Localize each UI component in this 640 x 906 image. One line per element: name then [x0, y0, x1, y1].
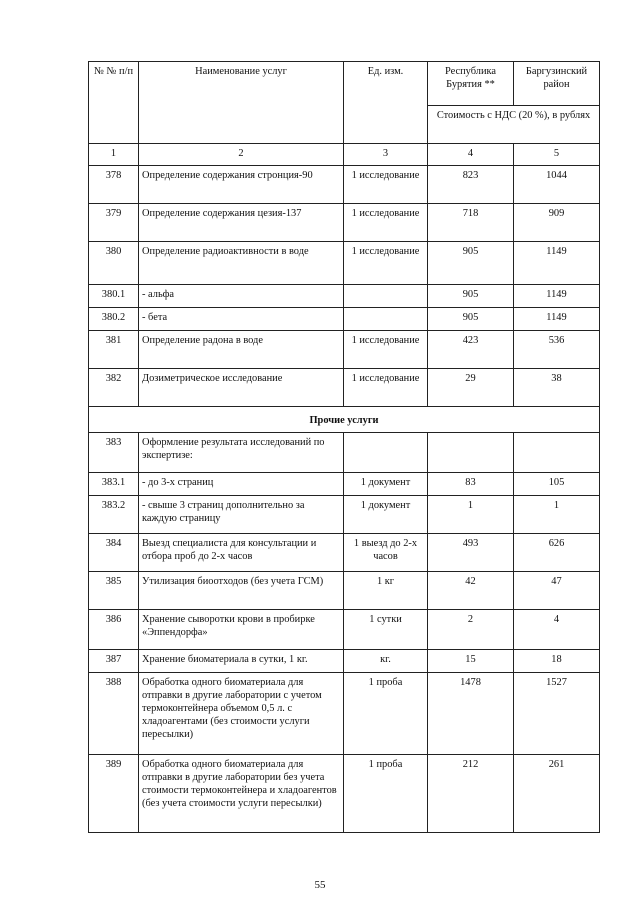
- price-republic: 905: [428, 285, 514, 308]
- row-number: 378: [89, 166, 139, 204]
- price-table: [88, 61, 600, 833]
- row-number: 379: [89, 204, 139, 242]
- price-republic: 29: [428, 369, 514, 407]
- table-row: [89, 242, 600, 285]
- price-republic: 1478: [428, 673, 514, 755]
- row-number: 381: [89, 331, 139, 369]
- col-number: 5: [514, 144, 600, 166]
- row-number: 389: [89, 755, 139, 833]
- price-republic: [428, 433, 514, 473]
- service-name: Дозиметрическое исследование: [139, 369, 344, 407]
- price-district: 1149: [514, 242, 600, 285]
- price-republic: 42: [428, 572, 514, 610]
- row-number: 383.2: [89, 496, 139, 534]
- column-number-row: [89, 144, 600, 166]
- price-district: 1149: [514, 285, 600, 308]
- table-row: [89, 166, 600, 204]
- service-name: Хранение биоматериала в сутки, 1 кг.: [139, 650, 344, 673]
- price-district: 261: [514, 755, 600, 833]
- header-num: № № п/п: [89, 62, 139, 144]
- price-district: 105: [514, 473, 600, 496]
- price-district: 536: [514, 331, 600, 369]
- page-number: 55: [314, 879, 326, 891]
- service-name: - до 3-х страниц: [139, 473, 344, 496]
- price-district: 1044: [514, 166, 600, 204]
- price-district: 47: [514, 572, 600, 610]
- row-number: 386: [89, 610, 139, 650]
- row-number: 382: [89, 369, 139, 407]
- table-row: [89, 534, 600, 572]
- col-number: 3: [344, 144, 428, 166]
- row-number: 384: [89, 534, 139, 572]
- price-district: 1527: [514, 673, 600, 755]
- col-number: 2: [139, 144, 344, 166]
- service-name: Обработка одного биоматериала для отправки в другие лаборатории без учета стоимости термоконтейнера и хладоагентов (без учета стоимости услуги пересылки): [139, 755, 344, 833]
- unit-of-measure: [344, 308, 428, 331]
- service-name: Определение содержания цезия-137: [139, 204, 344, 242]
- unit-of-measure: 1 исследование: [344, 242, 428, 285]
- price-republic: 905: [428, 308, 514, 331]
- price-district: 4: [514, 610, 600, 650]
- unit-of-measure: 1 исследование: [344, 204, 428, 242]
- price-district: 909: [514, 204, 600, 242]
- price-republic: 83: [428, 473, 514, 496]
- row-number: 383: [89, 433, 139, 473]
- table-row: [89, 204, 600, 242]
- price-republic: 823: [428, 166, 514, 204]
- table-row: [89, 308, 600, 331]
- unit-of-measure: кг.: [344, 650, 428, 673]
- table-row: [89, 610, 600, 650]
- unit-of-measure: 1 выезд до 2-х часов: [344, 534, 428, 572]
- table-row: [89, 369, 600, 407]
- price-republic: 493: [428, 534, 514, 572]
- header-district: Баргузинский район: [514, 62, 600, 106]
- service-name: Определение радиоактивности в воде: [139, 242, 344, 285]
- price-district: 1: [514, 496, 600, 534]
- price-republic: 2: [428, 610, 514, 650]
- unit-of-measure: 1 проба: [344, 673, 428, 755]
- table-row: [89, 433, 600, 473]
- table-row: [89, 755, 600, 833]
- col-number: 1: [89, 144, 139, 166]
- row-number: 385: [89, 572, 139, 610]
- price-district: 1149: [514, 308, 600, 331]
- price-republic: 1: [428, 496, 514, 534]
- row-number: 380.2: [89, 308, 139, 331]
- unit-of-measure: 1 исследование: [344, 369, 428, 407]
- service-name: Утилизация биоотходов (без учета ГСМ): [139, 572, 344, 610]
- row-number: 380: [89, 242, 139, 285]
- unit-of-measure: 1 сутки: [344, 610, 428, 650]
- unit-of-measure: 1 документ: [344, 473, 428, 496]
- price-republic: 212: [428, 755, 514, 833]
- unit-of-measure: [344, 285, 428, 308]
- service-name: Обработка одного биоматериала для отправки в другие лаборатории с учетом термоконтейнера объемом 0,5 л. с хладоагентами (без стоимости услуги пересылки): [139, 673, 344, 755]
- service-name: Оформление результата исследований по экспертизе:: [139, 433, 344, 473]
- header-name: Наименование услуг: [139, 62, 344, 144]
- row-number: 383.1: [89, 473, 139, 496]
- price-republic: 905: [428, 242, 514, 285]
- price-district: [514, 433, 600, 473]
- header-price-note: Стоимость с НДС (20 %), в рублях: [428, 106, 600, 144]
- header-rb: Республика Бурятия **: [428, 62, 514, 106]
- table-row: [89, 285, 600, 308]
- row-number: 387: [89, 650, 139, 673]
- price-district: 626: [514, 534, 600, 572]
- service-name: Определение радона в воде: [139, 331, 344, 369]
- price-republic: 423: [428, 331, 514, 369]
- unit-of-measure: 1 документ: [344, 496, 428, 534]
- service-name: - альфа: [139, 285, 344, 308]
- row-number: 388: [89, 673, 139, 755]
- unit-of-measure: 1 исследование: [344, 166, 428, 204]
- service-name: - свыше 3 страниц дополнительно за каждую страницу: [139, 496, 344, 534]
- service-name: - бета: [139, 308, 344, 331]
- unit-of-measure: [344, 433, 428, 473]
- table-row: [89, 496, 600, 534]
- header-row: [89, 62, 600, 106]
- service-name: Определение содержания стронция-90: [139, 166, 344, 204]
- price-republic: 15: [428, 650, 514, 673]
- price-republic: 718: [428, 204, 514, 242]
- section-title: Прочие услуги: [89, 407, 600, 433]
- row-number: 380.1: [89, 285, 139, 308]
- table-row: [89, 673, 600, 755]
- header-unit: Ед. изм.: [344, 62, 428, 144]
- price-district: 18: [514, 650, 600, 673]
- table-row: [89, 572, 600, 610]
- section-row: [89, 407, 600, 433]
- price-district: 38: [514, 369, 600, 407]
- table-row: [89, 331, 600, 369]
- unit-of-measure: 1 кг: [344, 572, 428, 610]
- unit-of-measure: 1 проба: [344, 755, 428, 833]
- unit-of-measure: 1 исследование: [344, 331, 428, 369]
- table-row: [89, 473, 600, 496]
- table-row: [89, 650, 600, 673]
- col-number: 4: [428, 144, 514, 166]
- service-name: Хранение сыворотки крови в пробирке «Эппендорфа»: [139, 610, 344, 650]
- service-name: Выезд специалиста для консультации и отбора проб до 2-х часов: [139, 534, 344, 572]
